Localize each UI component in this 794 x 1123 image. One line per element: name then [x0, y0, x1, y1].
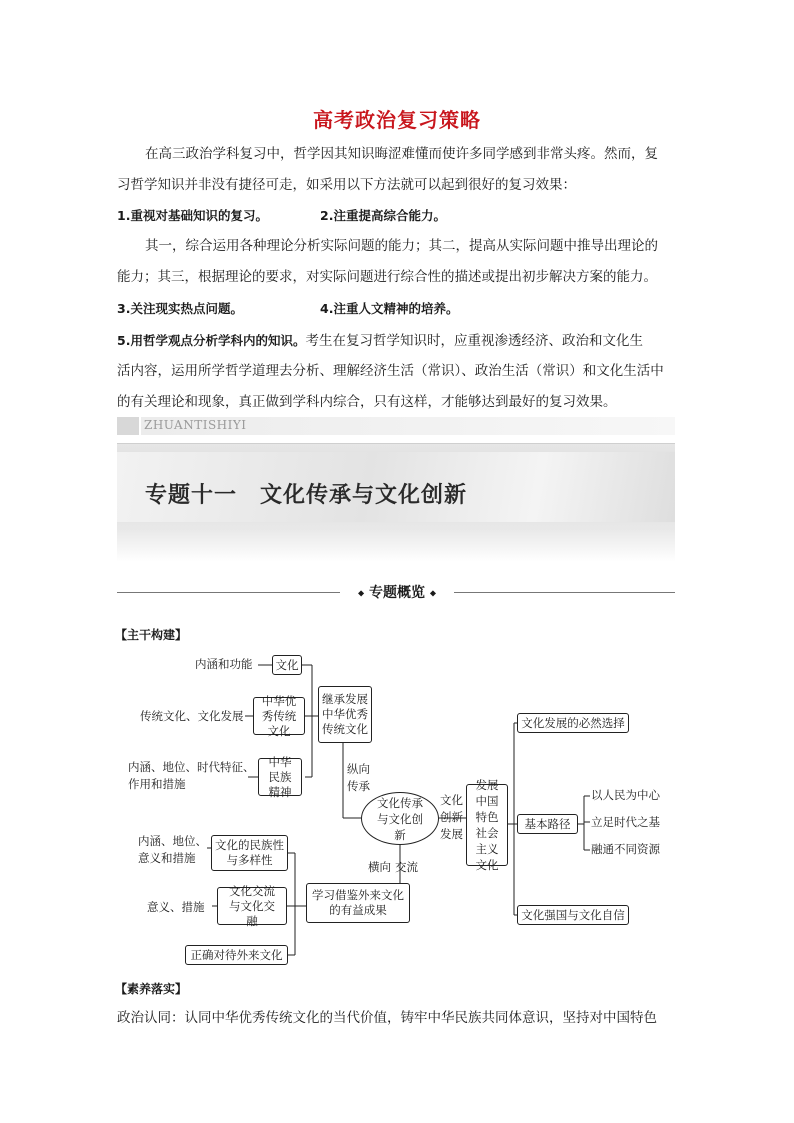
point-1: 1.重视对基础知识的复习。 — [117, 208, 268, 223]
banner-title: 专题十一 文化传承与文化创新 — [145, 483, 468, 508]
label-neihan-gongneng: 内涵和功能 — [195, 657, 253, 671]
ability-line-2: 能力；其三，根据理论的要求，对实际问题进行综合性的描述或提出初步解决方案的能力。 — [117, 269, 657, 285]
label-neihan-diwei-1: 内涵、地位、时代特征、 — [128, 760, 255, 774]
structure-label: 【主干构建】 — [115, 628, 188, 642]
label-yi-renmin: 以人民为中心 — [591, 788, 660, 802]
label-wenhua: 文化 — [440, 793, 463, 807]
box-biran-xuanze: 文化发展的必然选择 — [517, 713, 629, 733]
box-wenhua-qiangguo: 文化强国与文化自信 — [517, 905, 629, 925]
label-chuantong-wenhua: 传统文化、文化发展 — [140, 709, 244, 723]
box-minzu-jingshen: 中华民族精神 — [258, 758, 302, 796]
label-chuangxin: 创新 — [440, 810, 463, 824]
point-3: 3.关注现实热点问题。 — [117, 301, 243, 316]
ability-line-1: 其一，综合运用各种理论分析实际问题的能力；其二，提高从实际问题中推导出理论的 — [145, 238, 658, 254]
label-yiyi-cuoshi: 意义、措施 — [147, 900, 205, 914]
point-2: 2.注重提高综合能力。 — [320, 208, 446, 223]
point-5-line-2: 活内容，运用所学哲学道理去分析、理解经济生活（常识）、政治生活（常识）和文化生活中 — [117, 363, 664, 379]
box-youxiu-chuantong: 中华优秀传统文化 — [253, 697, 305, 735]
diamond-icon-right: ◆ — [429, 588, 437, 598]
point-5-line-3: 的有关理论和现象，真正做到学科内综合，只有这样，才能够达到最好的复习效果。 — [117, 394, 617, 410]
page-title: 高考政治复习策略 — [313, 108, 481, 132]
label-neihan-diwei-2: 作用和措施 — [128, 777, 186, 791]
label-chuancheng: 传承 — [347, 779, 370, 793]
label-lizu-shidai: 立足时代之基 — [591, 815, 660, 829]
box-jiaoliu-jiaorong: 文化交流与文化交融 — [217, 887, 287, 925]
point-5-text: 考生在复习哲学知识时，应重视渗透经济、政治和文化生 — [305, 333, 643, 349]
point-4: 4.注重人文精神的培养。 — [320, 301, 459, 316]
intro-line-2: 习哲学知识并非没有捷径可走，如采用以下方法就可以起到很好的复习效果： — [117, 177, 576, 193]
label-fazhan: 发展 — [440, 827, 463, 841]
center-node: 文化传承与文化创新 — [361, 792, 439, 845]
box-xuexi-jiejian: 学习借鉴外来文化的有益成果 — [306, 883, 410, 923]
label-hengxiang: 横向 — [368, 860, 391, 874]
label-jiaoliu: 交流 — [395, 860, 418, 874]
point-5-heading: 5.用哲学观点分析学科内的知识。 — [117, 333, 306, 348]
literacy-label: 【素养落实】 — [115, 982, 188, 996]
box-minzuxing-duoyangxing: 文化的民族性与多样性 — [211, 835, 288, 871]
box-wenhua: 文化 — [272, 655, 302, 675]
label-neihan-diwei-yiyi-2: 意义和措施 — [138, 851, 196, 865]
overview-heading-text: 专题概览 — [369, 585, 425, 601]
diamond-icon-left: ◆ — [357, 588, 365, 598]
label-zongxiang: 纵向 — [347, 762, 370, 776]
literacy-text: 政治认同：认同中华优秀传统文化的当代价值，铸牢中华民族共同体意识，坚持对中国特色 — [117, 1010, 657, 1026]
box-jiben-lujing: 基本路径 — [517, 814, 578, 834]
box-fazhan-zhongguo-tese: 发展中国特色社会主义文化 — [466, 784, 508, 866]
label-neihan-diwei-yiyi-1: 内涵、地位、 — [138, 834, 207, 848]
banner-tag-text: ZHUANTISHIYI — [144, 418, 247, 432]
intro-line-1: 在高三政治学科复习中，哲学因其知识晦涩难懂而使许多同学感到非常头疼。然而，复 — [145, 146, 658, 162]
box-zhengque-duidai: 正确对待外来文化 — [185, 945, 288, 965]
label-rongtong-ziyuan: 融通不同资源 — [591, 842, 660, 856]
box-jicheng-fazhan: 继承发展中华优秀传统文化 — [318, 686, 372, 743]
